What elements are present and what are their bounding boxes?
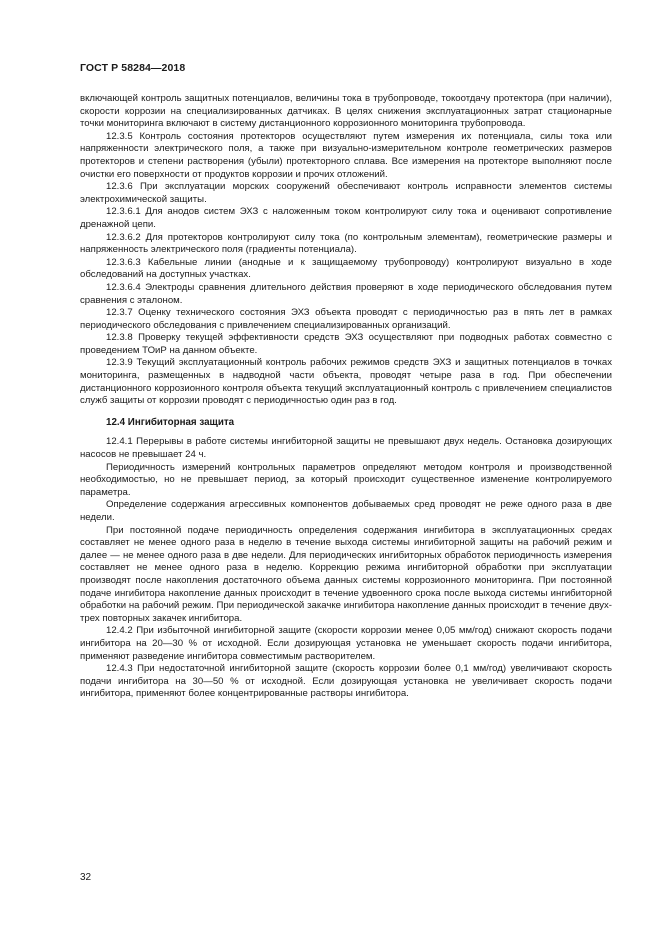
paragraph: включающей контроль защитных потенциалов, величины тока в трубопроводе, токоотдачу протектора (при наличии), скорости коррозии на специализированных датчиках. В целях снижения эксплуатационных затрат стационарные точки мониторинга включают в систему дистанционного коррозионного мониторинга трубопровода. xyxy=(80,93,612,130)
document-body xyxy=(80,93,612,701)
paragraph: 12.4.3 При недостаточной ингибиторной защите (скорость коррозии более 0,1 мм/год) увеличивают скорость подачи ингибитора на 30—50 % от исходной. Если дозирующая установка не увеличивает скорость подачи ингибитора, применяют более концентрированные растворы ингибитора. xyxy=(80,663,612,700)
paragraph: 12.3.6 При эксплуатации морских сооружений обеспечивают контроль исправности элементов системы электрохимической защиты. xyxy=(80,181,612,205)
standard-header: ГОСТ Р 58284—2018 xyxy=(80,62,186,74)
paragraph: 12.3.6.1 Для анодов систем ЭХЗ с наложенным током контролируют силу тока и оценивают сопротивление дренажной цепи. xyxy=(80,206,612,230)
paragraph: 12.3.9 Текущий эксплуатационный контроль рабочих режимов средств ЭХЗ и защитных потенциалов в точках мониторинга, размещенных в надводной части объекта, проводят четыре раза в год. При обеспечении дистанционного коррозионного контроля объекта текущий эксплуатационный контроль с привлечением специалистов служб защиты от коррозии проводят с периодичностью один раз в год. xyxy=(80,357,612,407)
paragraph: 12.3.6.3 Кабельные линии (анодные и к защищаемому трубопроводу) контролируют визуально в ходе обследований на доступных участках. xyxy=(80,256,612,281)
paragraphs-bottom xyxy=(80,436,612,700)
paragraph: 12.4.2 При избыточной ингибиторной защите (скорости коррозии менее 0,05 мм/год) снижают скорость подачи ингибитора на 20—30 % от исходной. Если дозирующая установка не уменьшает скорость подачи ингибитора, применяют разведение ингибитора совместимым растворителем. xyxy=(80,625,612,662)
paragraph: 12.3.6.4 Электроды сравнения длительного действия проверяют в ходе периодического обследования путем сравнения с эталоном. xyxy=(80,281,612,306)
paragraph: 12.3.6.2 Для протекторов контролируют силу тока (по контрольным элементам), геометрические размеры и напряженность электрического поля (градиенты потенциала). xyxy=(80,231,612,256)
page-number: 32 xyxy=(80,872,92,883)
paragraph: Определение содержания агрессивных компонентов добываемых сред проводят не реже одного раза в две недели. xyxy=(80,499,612,523)
paragraph: 12.3.8 Проверку текущей эффективности средств ЭХЗ осуществляют при подводных работах совместно с проведением ТОиР на данном объекте. xyxy=(80,332,612,356)
section-title: 12.4 Ингибиторная защита xyxy=(106,416,235,428)
paragraph: 12.3.7 Оценку технического состояния ЭХЗ объекта проводят с периодичностью раз в пять лет в рамках периодического обследования с привлечением специализированных организаций. xyxy=(80,307,612,331)
paragraph: При постоянной подаче периодичность определения содержания ингибитора в эксплуатационных средах составляет не менее одного раза в неделю в течение выхода системы ингибиторной защиты на рабочий режим и далее — не менее одного раза в две недели. Для периодических ингибиторных обработок периодичность измерения составляет не менее одного раза в неделю. Коррекцию режима ингибиторной обработки при эксплуатации производят после накопления достаточного объема данных системы коррозионного мониторинга. При постоянной подаче ингибитора накопление данных происходит в течение удвоенного срока после выхода системы ингибиторной обработки на рабочий режим. При периодической закачке ингибитора накопление данных происходит в течение двух-трех повторных закачек ингибитора. xyxy=(80,524,612,624)
paragraph: Периодичность измерений контрольных параметров определяют методом контроля и производственной необходимостью, но не превышает период, за который происходит существенное изменение контролируемого параметра. xyxy=(80,461,612,498)
paragraphs-top xyxy=(80,93,612,408)
paragraph: 12.4.1 Перерывы в работе системы ингибиторной защиты не превышают двух недель. Остановка дозирующих насосов не превышает 24 ч. xyxy=(80,436,612,461)
paragraph: 12.3.5 Контроль состояния протекторов осуществляют путем измерения их потенциала, силы тока или напряженности электрического поля, а также при визуально-измерительном контроле геометрических размеров протекторов и степени растворения (убыли) протекторного сплава. Все измерения на протекторе выполняют после очистки его поверхности от продуктов коррозии и прочих отложений. xyxy=(80,130,612,180)
